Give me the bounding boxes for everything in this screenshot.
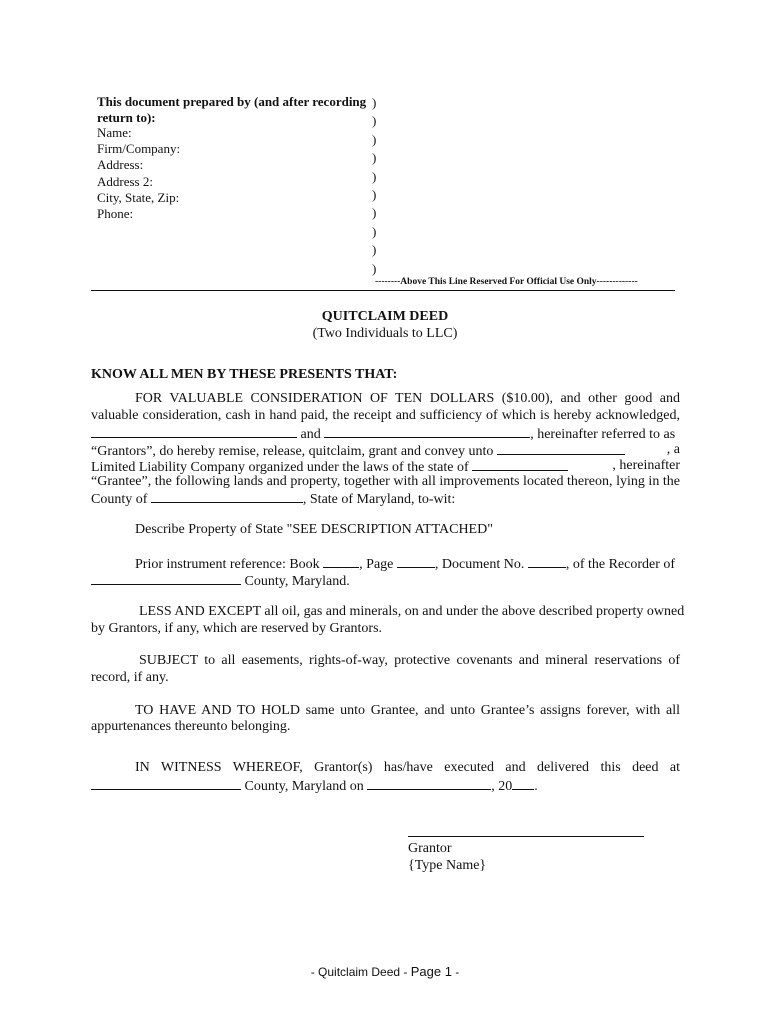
bracket: ) xyxy=(372,168,377,184)
prior-instrument-line: Prior instrument reference: Book , Page , Document No. , of the Recorder of xyxy=(135,554,680,573)
document-no-blank[interactable] xyxy=(528,554,566,568)
convey-line: “Grantors”, do hereby remise, release, quitclaim, grant and convey unto , a xyxy=(91,442,680,459)
prepared-by-fields xyxy=(97,125,180,222)
field-city-state-zip-label: City, State, Zip: xyxy=(97,189,180,205)
property-description: Describe Property of State "SEE DESCRIPTION ATTACHED" xyxy=(135,522,493,537)
less-except-line-1: LESS AND EXCEPT all oil, gas and minerals, on and under the above described property owned xyxy=(139,604,685,619)
witness-line-2: County, Maryland on , 20 . xyxy=(91,776,680,795)
bracket-column xyxy=(372,94,376,278)
bracket: ) xyxy=(372,242,377,258)
grantor-1-blank[interactable] xyxy=(91,424,297,438)
llc-state-line: Limited Liability Company organized under the laws of the state of , hereinafter xyxy=(91,458,680,475)
county-blank[interactable] xyxy=(151,489,303,503)
bracket: ) xyxy=(372,223,377,239)
know-all-heading: KNOW ALL MEN BY THESE PRESENTS THAT: xyxy=(91,367,398,382)
deed-subtitle: (Two Individuals to LLC) xyxy=(312,326,458,341)
bracket: ) xyxy=(372,150,377,166)
bracket: ) xyxy=(372,131,377,147)
grantor-type-name: {Type Name} xyxy=(408,858,487,873)
book-blank[interactable] xyxy=(323,554,359,568)
field-firm-label: Firm/Company: xyxy=(97,141,181,157)
bracket: ) xyxy=(372,95,377,110)
less-except-line-2: by Grantors, if any, which are reserved by Grantors. xyxy=(91,621,383,636)
page-number: Page 1 xyxy=(410,964,452,979)
bracket: ) xyxy=(372,187,377,203)
bracket: ) xyxy=(372,205,377,221)
grantee-name-blank[interactable] xyxy=(497,441,625,455)
consideration-line-2: valuable consideration, cash in hand paid, the receipt and sufficiency of which is hereby acknowledged, xyxy=(91,408,680,423)
grantor-2-blank[interactable] xyxy=(324,424,530,438)
bracket: ) xyxy=(372,113,377,129)
grantee-line: “Grantee”, the following lands and property, together with all improvements located thereon, lying in the xyxy=(91,474,680,489)
page-blank[interactable] xyxy=(397,554,435,568)
page-footer: - Quitclaim Deed - Page 1 - xyxy=(310,964,460,979)
grantor-signature-line[interactable] xyxy=(408,836,644,837)
field-name-label: Name: xyxy=(97,125,132,140)
recording-divider xyxy=(91,290,675,291)
grantors-line: and , hereinafter referred to as xyxy=(91,424,680,443)
witness-county-blank[interactable] xyxy=(91,776,241,790)
field-address-label: Address: xyxy=(97,157,144,173)
field-address2-label: Address 2: xyxy=(97,173,153,189)
habendum-line-1: TO HAVE AND TO HOLD same unto Grantee, and unto Grantee’s assigns forever, with all xyxy=(135,703,680,718)
witness-date-blank[interactable] xyxy=(367,776,491,790)
llc-state-blank[interactable] xyxy=(472,457,568,471)
recorder-county-blank[interactable] xyxy=(91,571,241,585)
witness-line-1: IN WITNESS WHEREOF, Grantor(s) has/have executed and delivered this deed at xyxy=(135,760,680,775)
habendum-line-2: appurtenances thereunto belonging. xyxy=(91,719,291,734)
field-phone-label: Phone: xyxy=(97,206,134,222)
grantor-label: Grantor xyxy=(408,841,452,856)
county-line: County of , State of Maryland, to-wit: xyxy=(91,489,680,508)
subject-line-2: record, if any. xyxy=(91,670,169,685)
consideration-line-1: FOR VALUABLE CONSIDERATION OF TEN DOLLARS ($10.00), and other good and xyxy=(135,391,680,406)
witness-year-blank[interactable] xyxy=(512,776,534,790)
bracket: ) xyxy=(372,260,377,276)
subject-line-1: SUBJECT to all easements, rights-of-way, protective covenants and mineral reservations of xyxy=(139,653,680,668)
official-use-note: --------Above This Line Reserved For Official Use Only------------- xyxy=(375,277,638,287)
recorder-county-line: County, Maryland. xyxy=(91,571,680,590)
deed-title: QUITCLAIM DEED xyxy=(321,309,449,324)
prepared-by-heading: This document prepared by (and after recording return to): xyxy=(97,94,367,125)
